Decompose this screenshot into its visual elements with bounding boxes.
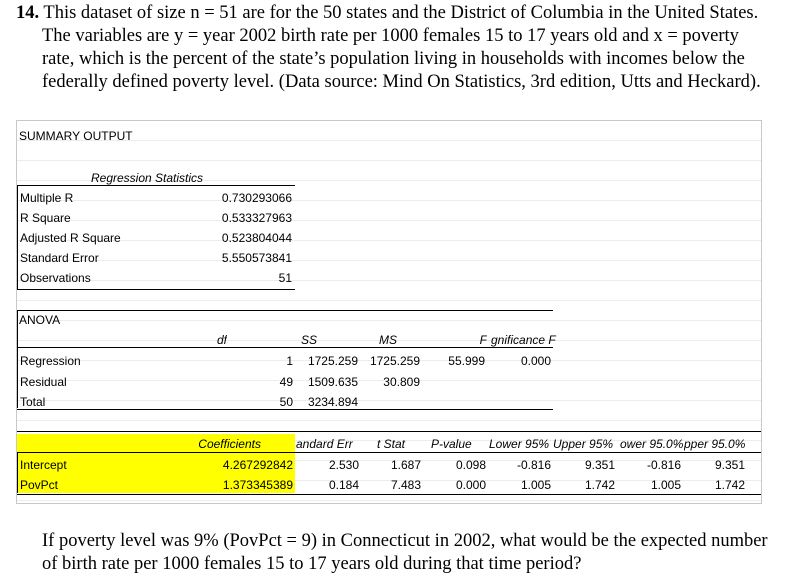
coef-p-value: 0.000	[455, 478, 486, 492]
question-line-3: rate, which is the percent of the state’s population living in households with incomes below the	[42, 49, 745, 69]
anova-row-label: Residual	[20, 375, 67, 389]
stat-label: Multiple R	[20, 191, 74, 205]
anova-header-ms: MS	[379, 333, 397, 347]
followup-line-2: of birth rate per 1000 females 15 to 17 years old during that time period?	[42, 554, 582, 574]
followup-line-1: If poverty level was 9% (PovPct = 9) in Connecticut in 2002, what would be the expected number	[42, 531, 768, 551]
coef-upper-95: 1.742	[584, 478, 615, 492]
followup-question	[42, 530, 802, 576]
anova-row-label: Total	[20, 395, 46, 409]
coef-header-upper-95: Upper 95%	[553, 437, 614, 451]
anova-significance-f: 0.000	[520, 354, 551, 368]
anova-df: 49	[279, 375, 293, 389]
stats-left-border	[17, 185, 18, 289]
anova-title: ANOVA	[19, 313, 61, 327]
anova-header-rule	[17, 347, 553, 348]
anova-row-label: Regression	[20, 354, 81, 368]
coef-left-border	[17, 452, 18, 493]
coef-header-standard-error: andard Err	[296, 437, 353, 451]
coef-header-rule	[17, 452, 761, 453]
coef-lower-95-0: 1.005	[650, 478, 681, 492]
coef-upper-95-0: 1.742	[714, 478, 745, 492]
question-line-4: federally defined poverty level. (Data source: Mind On Statistics, 3rd edition, Utts and Heckard).	[42, 72, 761, 92]
anova-ms: 30.809	[383, 375, 420, 389]
anova-left-border	[17, 310, 18, 408]
anova-ss: 1509.635	[307, 375, 358, 389]
coef-header-coefficients: Coefficients	[198, 437, 261, 451]
coef-standard-error: 0.184	[328, 478, 359, 492]
stat-value: 0.533327963	[221, 211, 292, 225]
anova-top-rule	[17, 310, 553, 311]
coef-header-lower-95: Lower 95%	[489, 437, 550, 451]
stat-value: 0.730293066	[221, 191, 292, 205]
question-line-1	[16, 2, 796, 25]
question-number: 14.	[16, 3, 40, 23]
coef-bottom-rule	[17, 494, 761, 495]
question-line-2: The variables are y = year 2002 birth rate per 1000 females 15 to 17 years old and x = poverty	[42, 26, 739, 46]
stats-header-rule	[17, 185, 295, 186]
anova-header-df: df	[216, 333, 227, 347]
anova-header-f: F	[479, 333, 487, 347]
coef-value: 4.267292842	[222, 458, 293, 472]
anova-df: 1	[286, 354, 293, 368]
coef-t-stat: 1.687	[390, 458, 421, 472]
coef-upper-95-0: 9.351	[714, 458, 745, 472]
stat-value: 51	[278, 271, 292, 285]
stat-value: 5.550573841	[221, 251, 292, 265]
stat-value: 0.523804044	[221, 231, 292, 245]
stat-label: Observations	[20, 271, 91, 285]
anova-ms: 1725.259	[369, 354, 420, 368]
coef-header-t-stat: t Stat	[377, 437, 406, 451]
coef-header-upper-95-0: pper 95.0%	[684, 437, 746, 451]
anova-header-significance-f: gnificance F	[491, 333, 556, 347]
anova-ss: 3234.894	[307, 395, 358, 409]
stat-label: Standard Error	[20, 251, 99, 265]
coef-lower-95: 1.005	[520, 478, 551, 492]
coef-upper-95: 9.351	[584, 458, 615, 472]
coef-p-value: 0.098	[455, 458, 486, 472]
coef-lower-95-0: -0.816	[646, 458, 681, 472]
anova-bottom-rule	[17, 409, 553, 410]
coef-top-rule	[17, 431, 761, 432]
anova-ss: 1725.259	[307, 354, 358, 368]
coef-value: 1.373345389	[222, 478, 293, 492]
coef-standard-error: 2.530	[328, 458, 359, 472]
coef-row-label: PovPct	[20, 478, 59, 492]
question-text	[16, 2, 796, 94]
question-line-1-text: This dataset of size n = 51 are for the 50 states and the District of Columbia in the United States.	[43, 3, 759, 23]
coef-header-p-value: P-value	[431, 437, 472, 451]
coef-lower-95: -0.816	[516, 458, 551, 472]
regression-stats-header: Regression Statistics	[91, 171, 204, 185]
summary-title: SUMMARY OUTPUT	[19, 129, 133, 143]
stats-bottom-rule	[17, 289, 295, 290]
regression-output-sheet	[16, 120, 762, 504]
stat-label: R Square	[20, 211, 71, 225]
anova-f: 55.999	[448, 354, 485, 368]
coef-row-label: Intercept	[20, 458, 67, 472]
anova-header-ss: SS	[300, 333, 317, 347]
stat-label: Adjusted R Square	[20, 231, 121, 245]
anova-df: 50	[279, 395, 293, 409]
coef-t-stat: 7.483	[390, 478, 421, 492]
coef-header-lower-95-0: ower 95.0%	[620, 437, 684, 451]
